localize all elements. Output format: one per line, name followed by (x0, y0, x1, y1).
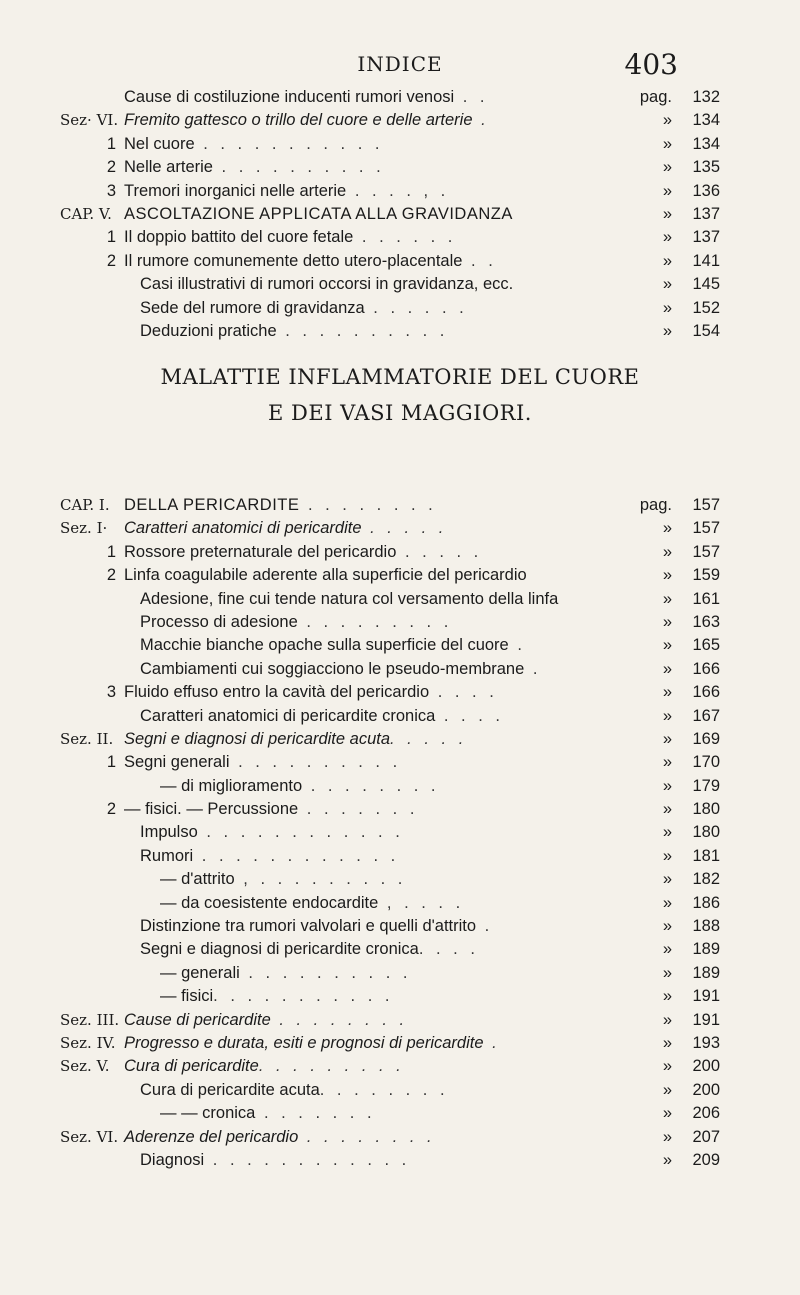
entry-title: Segni e diagnosi di pericardite cronica (140, 940, 419, 959)
entry-title: Segni generali (124, 753, 230, 772)
page-prefix: » (662, 659, 672, 678)
entry-title: — — cronica (160, 1104, 256, 1123)
entry-number: 2 (106, 800, 116, 819)
entry-title-wrap (124, 133, 383, 156)
dot-leaders: . (524, 659, 542, 678)
page-prefix: » (662, 823, 672, 842)
toc-entry (0, 1055, 800, 1078)
entry-number: 1 (106, 228, 116, 247)
entry-title: DELLA PERICARDITE (124, 496, 300, 514)
page-prefix: » (662, 636, 672, 655)
dot-leaders: . (483, 1033, 501, 1052)
entry-title-wrap (140, 938, 479, 961)
entry-title-wrap (140, 705, 504, 728)
toc-entry (0, 564, 800, 587)
entry-title-wrap (124, 751, 401, 774)
entry-title-wrap (140, 634, 526, 657)
page-ref: 189 (692, 963, 720, 982)
entry-title: Sede del rumore di gravidanza (140, 298, 365, 317)
entry-title: Progresso e durata, esiti e prognosi di pericardite (124, 1033, 484, 1052)
entry-number: 1 (106, 134, 116, 153)
page-ref: 180 (692, 823, 720, 842)
dot-leaders: . . . . (435, 706, 504, 725)
page-prefix: » (662, 275, 672, 294)
entry-title-wrap (124, 250, 497, 273)
page-header (0, 48, 800, 82)
page-ref: 182 (692, 870, 720, 889)
toc-entry (0, 109, 800, 132)
toc-entry (0, 658, 800, 681)
toc-entry (0, 1102, 800, 1125)
running-title: INDICE (357, 52, 443, 76)
toc-entry (0, 1009, 800, 1032)
toc-entry (0, 611, 800, 634)
toc-entry (0, 728, 800, 751)
entry-title-wrap (124, 1126, 436, 1149)
entry-title: Casi illustrativi di rumori occorsi in gravidanza, ecc. (140, 275, 514, 294)
entry-title: — da coesistente endocardite (160, 893, 379, 912)
page-prefix: » (662, 228, 672, 247)
entry-title: Deduzioni pratiche (140, 321, 277, 340)
page-ref: 141 (692, 251, 720, 270)
dot-leaders: . . (462, 251, 497, 270)
entry-title-wrap (160, 1102, 376, 1125)
toc-entry (0, 775, 800, 798)
page-ref: 188 (692, 917, 720, 936)
entry-title-wrap (160, 962, 411, 985)
dot-leaders: . . . . . . . . (299, 496, 437, 514)
section-label: Sez. VI. (60, 1127, 119, 1146)
entry-title: Aderenze del pericardio (124, 1127, 299, 1146)
dot-leaders: . . . . . . . . . . (229, 753, 402, 772)
dot-leaders: . . . . . (390, 729, 468, 748)
entry-title-wrap (140, 915, 493, 938)
toc-entry (0, 821, 800, 844)
section-title-line2: E DEI VASI MAGGIORI. (268, 401, 532, 425)
toc-entry (0, 868, 800, 891)
entry-number: 2 (106, 158, 116, 177)
page-prefix: » (662, 729, 672, 748)
page-ref: 165 (692, 636, 720, 655)
page-ref: 181 (692, 846, 720, 865)
entry-title-wrap (124, 1032, 501, 1055)
toc-entry (0, 517, 800, 540)
entry-title: Fluido effuso entro la cavità del pericardio (124, 683, 430, 702)
dot-leaders: . . . . . (396, 542, 483, 561)
entry-title-wrap (140, 658, 541, 681)
page-prefix: pag. (639, 496, 672, 514)
page-prefix: » (662, 181, 672, 200)
page-prefix: » (662, 753, 672, 772)
entry-title: Segni e diagnosi di pericardite acuta (124, 729, 391, 748)
toc-entry (0, 226, 800, 249)
toc-entry (0, 203, 800, 226)
entry-title: — di miglioramento (160, 776, 303, 795)
entry-title: — fisici (160, 987, 214, 1006)
entry-title-wrap (124, 1009, 408, 1032)
entry-title-wrap (124, 1055, 405, 1078)
section-label: CAP. V. (60, 204, 112, 223)
entry-title: ASCOLTAZIONE APPLICATA ALLA GRAVIDANZA (124, 204, 513, 223)
entry-title-wrap (124, 728, 467, 751)
entry-title: Il rumore comunemente detto utero-placentale (124, 251, 463, 270)
entry-title-wrap (140, 588, 558, 611)
entry-title: Diagnosi (140, 1150, 205, 1169)
page-prefix: » (662, 158, 672, 177)
page-ref: 180 (692, 800, 720, 819)
toc-entry (0, 297, 800, 320)
dot-leaders: . . . . , . (346, 181, 450, 200)
dot-leaders: . . (454, 88, 489, 106)
page-prefix: » (662, 204, 672, 223)
entry-title: Macchie bianche opache sulla superficie del cuore (140, 636, 509, 655)
page-prefix: » (662, 1104, 672, 1123)
entry-title-wrap (124, 517, 447, 540)
section-label: CAP. I. (60, 496, 110, 514)
toc-entry (0, 892, 800, 915)
entry-title-wrap (124, 681, 498, 704)
entry-title-wrap (140, 611, 452, 634)
page-prefix: » (662, 111, 672, 130)
toc-entry (0, 588, 800, 611)
entry-title: Tremori inorganici nelle arterie (124, 181, 347, 200)
toc-top-list (0, 86, 800, 343)
page-ref: 145 (692, 275, 720, 294)
page-ref: 136 (692, 181, 720, 200)
page-ref: 200 (692, 1080, 720, 1099)
entry-title-wrap (160, 985, 393, 1008)
toc-main-list (0, 494, 800, 1172)
dot-leaders: . . . . . . . . . . . . (204, 1150, 411, 1169)
page-prefix: » (662, 1127, 672, 1146)
section-label: Sez· VI. (60, 111, 119, 130)
section-label: Sez. V. (60, 1057, 110, 1076)
page-prefix: » (662, 298, 672, 317)
entry-title: Cambiamenti cui soggiacciono le pseudo-membrane (140, 659, 525, 678)
entry-title: Caratteri anatomici di pericardite cronica (140, 706, 436, 725)
toc-entry (0, 250, 800, 273)
page-prefix: » (662, 542, 672, 561)
entry-number: 3 (106, 683, 116, 702)
page-prefix: » (662, 1057, 672, 1076)
entry-title-wrap (124, 156, 385, 179)
page-prefix: » (662, 893, 672, 912)
toc-entry (0, 541, 800, 564)
entry-title-wrap (140, 1149, 410, 1172)
dot-leaders: . . . . . . . . (302, 776, 440, 795)
entry-title: Nelle arterie (124, 158, 213, 177)
page-prefix: » (662, 870, 672, 889)
page-ref: 132 (692, 88, 720, 106)
dot-leaders: . . . . . . . . . . . . (197, 823, 404, 842)
entry-title: Cura di pericardite acuta (140, 1080, 320, 1099)
page-prefix: » (662, 683, 672, 702)
page-ref: 167 (692, 706, 720, 725)
dot-leaders: . (472, 111, 490, 130)
entry-title: Cause di pericardite (124, 1010, 271, 1029)
page-number: 403 (624, 48, 678, 81)
page-prefix: » (662, 1150, 672, 1169)
page-ref: 134 (692, 134, 720, 153)
toc-entry (0, 1149, 800, 1172)
dot-leaders: , . . . . . . . . . (234, 870, 407, 889)
entry-title: — d'attrito (160, 870, 235, 889)
toc-entry (0, 705, 800, 728)
dot-leaders: . . . . . . . . . . (276, 321, 449, 340)
toc-entry (0, 156, 800, 179)
entry-title: Adesione, fine cui tende natura col versamento della linfa (140, 589, 559, 608)
toc-entry (0, 985, 800, 1008)
page-ref: 137 (692, 228, 720, 247)
page-ref: 166 (692, 683, 720, 702)
entry-title: Processo di adesione (140, 612, 298, 631)
entry-title: Cura di pericardite (124, 1057, 259, 1076)
dot-leaders: . . . . . . . . . . . (194, 134, 384, 153)
section-label: Sez. III. (60, 1010, 120, 1029)
page-prefix: » (662, 1010, 672, 1029)
page-ref: 163 (692, 612, 720, 631)
entry-number: 2 (106, 566, 116, 585)
toc-entry (0, 133, 800, 156)
section-title-line1: MALATTIE INFLAMMATORIE DEL CUORE (160, 365, 640, 389)
page-prefix: » (662, 1033, 672, 1052)
page-ref: 186 (692, 893, 720, 912)
page-ref: 191 (692, 1010, 720, 1029)
dot-leaders: . . . . . . . . (319, 1080, 449, 1099)
entry-title-wrap (160, 892, 464, 915)
entry-title: Impulso (140, 823, 198, 842)
entry-title-wrap (124, 109, 490, 132)
page-prefix: » (662, 917, 672, 936)
dot-leaders: . . . . (418, 940, 479, 959)
dot-leaders: . . . . . . . . . (297, 612, 453, 631)
entry-number: 1 (106, 753, 116, 772)
page-ref: 134 (692, 111, 720, 130)
toc-entry (0, 180, 800, 203)
page-prefix: » (662, 776, 672, 795)
page-prefix: » (662, 251, 672, 270)
dot-leaders: . . . . . . . . . . (212, 158, 385, 177)
dot-leaders: . . . . . . . . . . . . (193, 846, 400, 865)
dot-leaders: . . . . . (361, 519, 448, 538)
toc-entry (0, 845, 800, 868)
dot-leaders: . . . . . . (353, 228, 457, 247)
entry-title-wrap (140, 273, 513, 296)
page-ref: 137 (692, 204, 720, 223)
toc-entry (0, 1126, 800, 1149)
page-prefix: » (662, 940, 672, 959)
page-ref: 189 (692, 940, 720, 959)
entry-title-wrap (124, 541, 482, 564)
toc-entry (0, 915, 800, 938)
page-prefix: » (662, 134, 672, 153)
toc-entry (0, 751, 800, 774)
page-ref: 157 (692, 542, 720, 561)
entry-title-wrap (124, 226, 456, 249)
toc-entry (0, 273, 800, 296)
dot-leaders: . . . . (429, 683, 498, 702)
page-ref: 179 (692, 776, 720, 795)
toc-entry (0, 1079, 800, 1102)
dot-leaders: . (508, 636, 526, 655)
dot-leaders: . . . . . . . (298, 800, 419, 819)
page-prefix: » (662, 612, 672, 631)
page-ref: 159 (692, 566, 720, 585)
page-ref: 170 (692, 753, 720, 772)
entry-title: Rumori (140, 846, 194, 865)
entry-title-wrap (140, 821, 404, 844)
page-prefix: » (662, 987, 672, 1006)
page-ref: 157 (692, 496, 720, 514)
page-ref: 157 (692, 519, 720, 538)
entry-title-wrap (124, 564, 527, 587)
page-prefix: » (662, 846, 672, 865)
entry-title: Cause di costiluzione inducenti rumori venosi (124, 88, 455, 106)
dot-leaders: . . . . . . . . (270, 1010, 409, 1029)
page-prefix: » (662, 963, 672, 982)
dot-leaders: , . . . . (378, 893, 465, 912)
dot-leaders: . . . . . . . . . . (239, 963, 412, 982)
entry-title: Linfa coagulabile aderente alla superficie del pericardio (124, 566, 527, 585)
toc-entry (0, 634, 800, 657)
page-prefix: » (662, 321, 672, 340)
entry-title: Rossore preternaturale del pericardio (124, 542, 397, 561)
entry-title: Fremito gattesco o trillo del cuore e delle arterie (124, 111, 473, 130)
page-ref: 152 (692, 298, 720, 317)
page-ref: 207 (692, 1127, 720, 1146)
page-prefix: » (662, 706, 672, 725)
page-ref: 209 (692, 1150, 720, 1169)
entry-title: Caratteri anatomici di pericardite (124, 519, 362, 538)
entry-title: — fisici. — Percussione (124, 800, 299, 819)
dot-leaders: . (476, 917, 494, 936)
dot-leaders: . . . . . . . . . (258, 1057, 405, 1076)
entry-title: — generali (160, 963, 240, 982)
page-ref: 200 (692, 1057, 720, 1076)
entry-number: 1 (106, 542, 116, 561)
page-prefix: pag. (639, 88, 672, 106)
toc-entry (0, 681, 800, 704)
entry-title-wrap (124, 86, 489, 109)
toc-entry (0, 86, 800, 109)
page-ref: 193 (692, 1033, 720, 1052)
entry-title-wrap (140, 297, 468, 320)
entry-title-wrap (124, 203, 513, 226)
page-prefix: » (662, 589, 672, 608)
page-prefix: » (662, 1080, 672, 1099)
toc-entry (0, 962, 800, 985)
dot-leaders: . . . . . . (364, 298, 468, 317)
entry-title-wrap (124, 798, 418, 821)
entry-title-wrap (140, 1079, 449, 1102)
page-ref: 161 (692, 589, 720, 608)
page-ref: 135 (692, 158, 720, 177)
page-ref: 154 (692, 321, 720, 340)
toc-entry (0, 320, 800, 343)
toc-entry (0, 1032, 800, 1055)
page-ref: 169 (692, 729, 720, 748)
section-label: Sez. II. (60, 729, 114, 748)
page-ref: 166 (692, 659, 720, 678)
page-ref: 206 (692, 1104, 720, 1123)
page-ref: 191 (692, 987, 720, 1006)
dot-leaders: . . . . . . . (255, 1104, 376, 1123)
entry-title-wrap (160, 775, 440, 798)
toc-entry (0, 798, 800, 821)
entry-title-wrap (140, 845, 399, 868)
dot-leaders: . . . . . . . . . . . (213, 987, 394, 1006)
toc-entry (0, 938, 800, 961)
entry-title-wrap (140, 320, 448, 343)
page-prefix: » (662, 800, 672, 819)
entry-number: 3 (106, 181, 116, 200)
page-prefix: » (662, 566, 672, 585)
entry-title-wrap (160, 868, 406, 891)
entry-title-wrap (124, 494, 437, 517)
entry-number: 2 (106, 251, 116, 270)
section-label: Sez. I· (60, 519, 108, 538)
dot-leaders: . . . . . . . . (298, 1127, 436, 1146)
entry-title-wrap (124, 180, 449, 203)
entry-title: Nel cuore (124, 134, 195, 153)
section-label: Sez. IV. (60, 1033, 116, 1052)
entry-title: Il doppio battito del cuore fetale (124, 228, 354, 247)
toc-entry (0, 494, 800, 517)
page-prefix: » (662, 519, 672, 538)
entry-title: Distinzione tra rumori valvolari e quelli d'attrito (140, 917, 477, 936)
